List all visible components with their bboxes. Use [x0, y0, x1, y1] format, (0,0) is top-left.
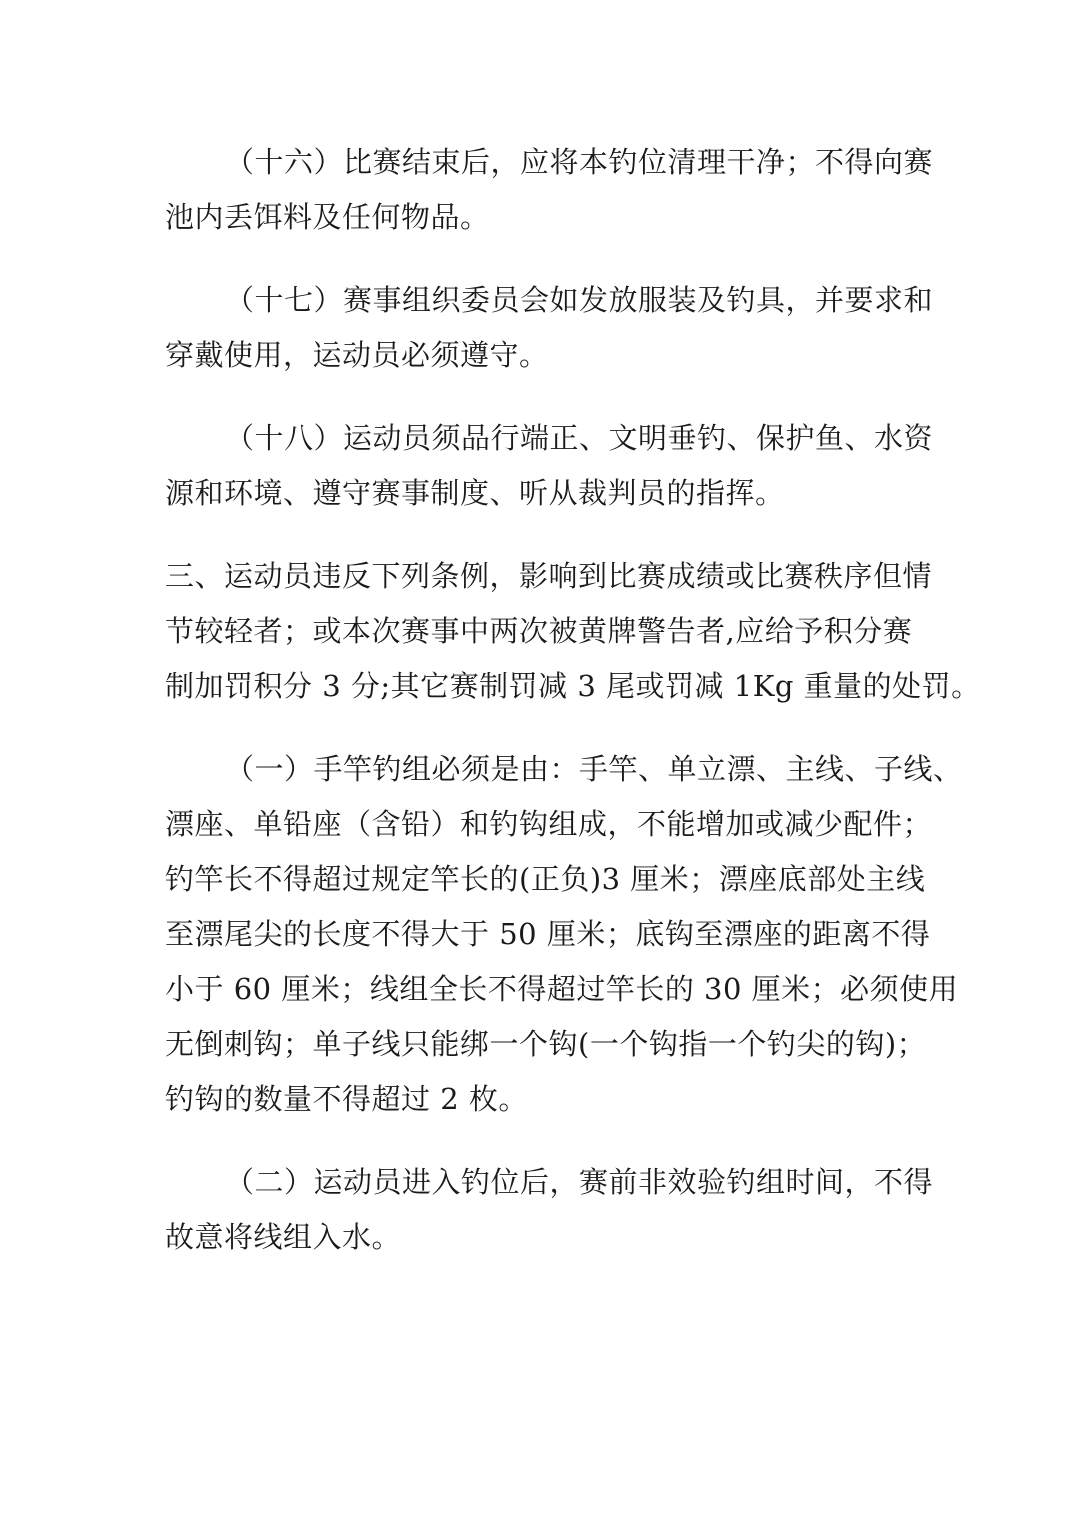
section-3-line-1: 三、运动员违反下列条例，影响到比赛成绩或比赛秩序但情 [165, 559, 933, 593]
section-3-line-2: 节较轻者；或本次赛事中两次被黄牌警告者,应给予积分赛 [165, 614, 913, 648]
item-1-line-5: 小于 60 厘米；线组全长不得超过竿长的 30 厘米；必须使用 [165, 972, 959, 1006]
item-1-line-4: 至漂尾尖的长度不得大于 50 厘米；底钩至漂座的距离不得 [165, 917, 931, 951]
item-1-line-1: （一）手竿钓组必须是由：手竿、单立漂、主线、子线、 [225, 752, 963, 786]
paragraph-16-line-1: （十六）比赛结束后，应将本钓位清理干净；不得向赛 [225, 145, 934, 179]
paragraph-18-line-1: （十八）运动员须品行端正、文明垂钓、保护鱼、水资 [225, 421, 934, 455]
section-3-line-3: 制加罚积分 3 分;其它赛制罚减 3 尾或罚减 1Kg 重量的处罚。 [165, 669, 981, 703]
paragraph-18-line-2: 源和环境、遵守赛事制度、听从裁判员的指挥。 [165, 476, 785, 510]
paragraph-17-line-1: （十七）赛事组织委员会如发放服装及钓具，并要求和 [225, 283, 934, 317]
item-1-line-7: 钓钩的数量不得超过 2 枚。 [165, 1082, 528, 1116]
item-1-line-2: 漂座、单铅座（含铅）和钓钩组成，不能增加或减少配件； [165, 807, 933, 841]
item-1-line-6: 无倒刺钩；单子线只能绑一个钩(一个钩指一个钓尖的钩)； [165, 1027, 927, 1061]
item-2-line-2: 故意将线组入水。 [165, 1220, 402, 1254]
paragraph-16-line-2: 池内丢饵料及任何物品。 [165, 200, 490, 234]
paragraph-17-line-2: 穿戴使用，运动员必须遵守。 [165, 338, 549, 372]
item-2-line-1: （二）运动员进入钓位后，赛前非效验钓组时间，不得 [225, 1165, 934, 1199]
item-1-line-3: 钓竿长不得超过规定竿长的(正负)3 厘米；漂座底部处主线 [165, 862, 926, 896]
